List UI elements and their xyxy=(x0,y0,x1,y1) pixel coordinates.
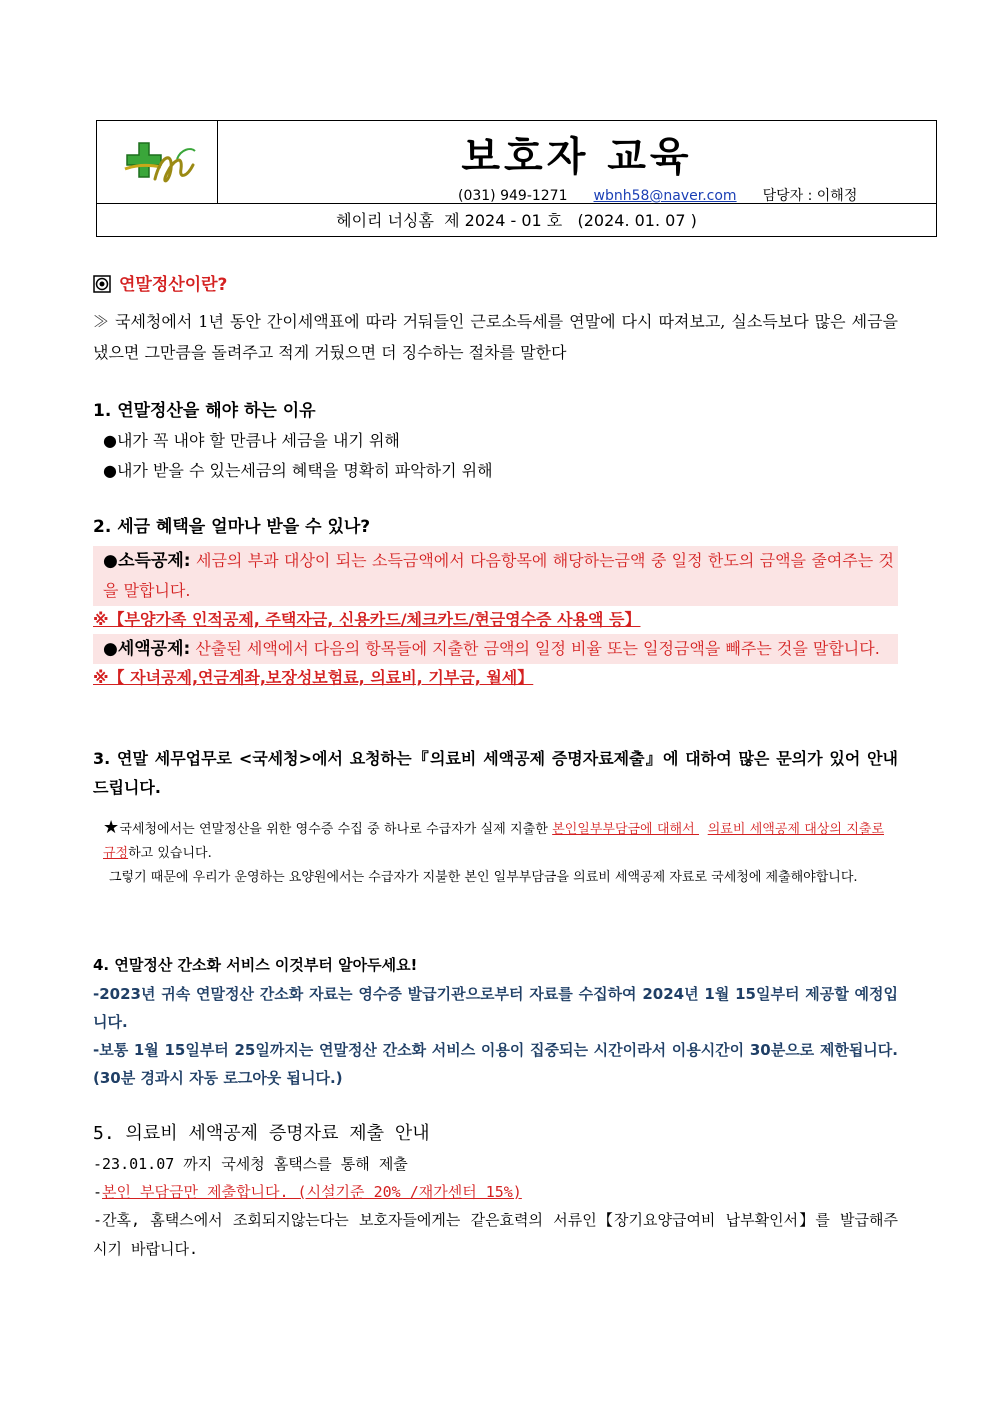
section-3-paragraph-1: ★국세청에서는 연말정산을 위한 영수증 수집 중 하나로 수급자가 실제 지출한 본인일부부담금에 대해서 의료비 세액공제 대상의 지출로 규정하고 있습니다. xyxy=(103,817,885,861)
email-link[interactable]: wbnh58@naver.com xyxy=(593,188,737,204)
section-1 xyxy=(93,398,898,486)
copay-highlight: 본인일부부담금에 대해서 xyxy=(552,822,699,837)
income-deduction-text: 세금의 부과 대상이 되는 소득금액에서 다음항목에 해당하는금액 중 일정 한도의 금액을 줄여주는 것을 말합니다. xyxy=(103,551,895,600)
section-2-heading: 2. 세금 혜택을 얼마나 받을 수 있나? xyxy=(93,517,371,537)
section-4-line-2: -보통 1월 15일부터 25일까지는 연말정산 간소화 서비스 이용이 집중되는 시간이라서 이용시간이 30분으로 제한됩니다.(30분 경과시 자동 로그아웃 됩니다.) xyxy=(93,1041,898,1087)
section-4-line-1: -2023년 귀속 연말정산 간소화 자료는 영수증 발급기관으로부터 자료를 수집하여 2024년 1월 15일부터 제공할 예정입니다. xyxy=(93,985,898,1031)
section-3-paragraph-2: 그렇기 때문에 우리가 운영하는 요양원에서는 수급자가 지불한 본인 일부부담금을 의료비 세액공제 자료로 국세청에 제출해야합니다. xyxy=(109,870,858,885)
intro-text-row xyxy=(93,306,898,368)
section-5 xyxy=(93,1120,898,1264)
income-deduction xyxy=(93,546,898,606)
medical-deduction-highlight: 의료비 세액공제 대상의 지출로 규정 xyxy=(103,822,885,861)
title-cell xyxy=(218,121,936,203)
tax-credit-text: 산출된 세액에서 다음의 항목들에 지출한 금액의 일정 비율 또는 일정금액을 빼주는 것을 말합니다. xyxy=(195,639,880,658)
header-box xyxy=(96,120,937,237)
tax-credit-note: ※【 자녀공제,연금계좌,보장성보험료, 의료비, 기부금, 월세】 xyxy=(93,668,534,687)
star-icon: ★ xyxy=(103,817,120,838)
intro-heading: 연말정산이란? xyxy=(119,275,228,295)
nursing-home-logo-icon xyxy=(121,139,201,191)
target-box-icon xyxy=(93,275,111,293)
page-title: 보호자 교육 xyxy=(461,134,693,180)
tax-credit xyxy=(93,634,898,664)
section-5-line-1: -23.01.07 까지 국세청 홈택스를 통해 제출 xyxy=(93,1155,408,1173)
intro-section xyxy=(93,272,898,368)
arrow-icon: ≫ xyxy=(93,312,116,331)
copay-only-note: 본인 부담금만 제출합니다. (시설기준 20% /재가센터 15%) xyxy=(102,1183,522,1201)
issue-number: 헤이리 너싱홈 제 2024 - 01 호 (2024. 01. 07 ) xyxy=(97,203,936,238)
income-deduction-label: ●소득공제: xyxy=(103,551,191,571)
section-4-heading: 4. 연말정산 간소화 서비스 이것부터 알아두세요! xyxy=(93,956,418,974)
section-5-line-3: -간혹, 홈택스에서 조회되지않는다는 보호자들에게는 같은효력의 서류인【장기요양급여비 납부확인서】를 발급해주시기 바랍니다. xyxy=(93,1211,898,1258)
section-1-item: ●내가 꼭 내야 할 만큼나 세금을 내기 위해 xyxy=(103,431,400,450)
manager-name: 담당자 : 이해정 xyxy=(762,188,858,204)
tax-credit-label: ●세액공제: xyxy=(103,639,191,659)
logo-cell xyxy=(97,121,218,203)
section-3 xyxy=(93,744,898,890)
section-5-line-2: -본인 부담금만 제출합니다. (시설기준 20% /재가센터 15%) xyxy=(93,1183,522,1201)
section-3-heading: 3. 연말 세무업무로 <국세청>에서 요청하는『의료비 세액공제 증명자료제출』에 대하여 많은 문의가 있어 안내 드립니다. xyxy=(93,749,898,797)
income-deduction-note: ※【부양가족 인적공제, 주택자금, 신용카드/체크카드/현금영수증 사용액 등】 xyxy=(93,610,641,629)
contact-line xyxy=(458,185,857,205)
intro-text: 국세청에서 1년 동안 간이세액표에 따라 거둬들인 근로소득세를 연말에 다시 따져보고, 실소득보다 많은 세금을 냈으면 그만큼을 돌려주고 적게 거뒀으면 더 징수하는 절차를 말한다 xyxy=(93,312,898,362)
section-1-item: ●내가 받을 수 있는세금의 혜택을 명확히 파악하기 위해 xyxy=(103,461,493,480)
section-1-heading: 1. 연말정산을 해야 하는 이유 xyxy=(93,401,316,421)
section-2 xyxy=(93,514,898,692)
section-5-heading: 5. 의료비 세액공제 증명자료 제출 안내 xyxy=(93,1123,430,1144)
section-4 xyxy=(93,952,898,1092)
intro-heading-row xyxy=(93,272,898,298)
phone-number: (031) 949-1271 xyxy=(458,188,568,204)
